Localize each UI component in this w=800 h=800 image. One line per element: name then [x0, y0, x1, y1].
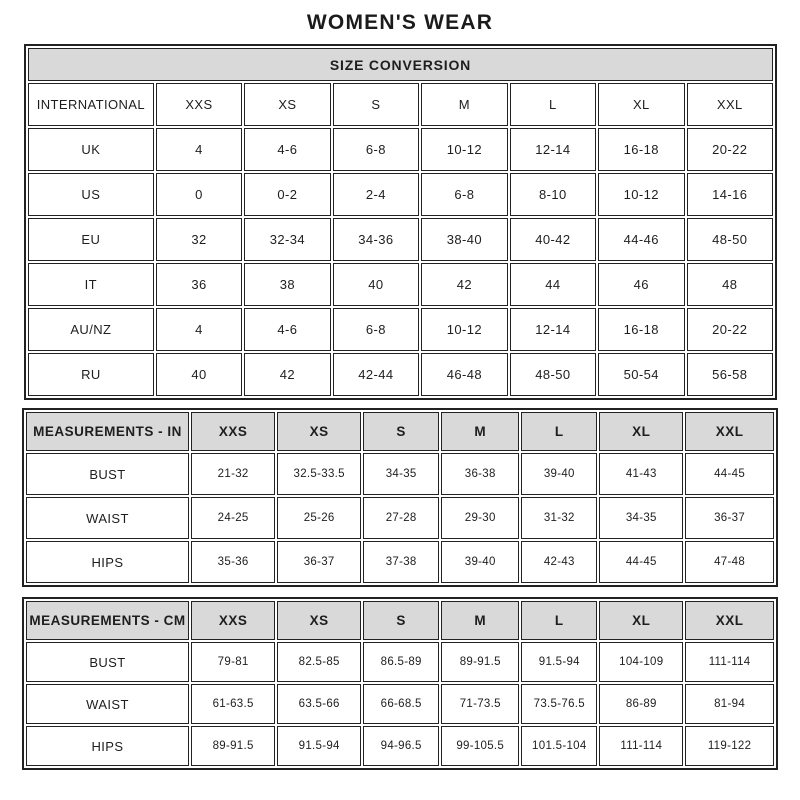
value-cell: 29-30 [441, 497, 519, 539]
value-cell: 42-44 [333, 353, 419, 396]
size-header-cell: XXL [685, 601, 774, 640]
measurements-in-table [22, 408, 778, 587]
value-cell: 79-81 [191, 642, 275, 682]
value-cell: 20-22 [687, 308, 773, 351]
value-cell: 101.5-104 [521, 726, 597, 766]
table-row [26, 497, 774, 539]
measurements-cm-table [22, 597, 778, 770]
value-cell: 71-73.5 [441, 684, 519, 724]
value-cell: 27-28 [363, 497, 439, 539]
size-header-cell: L [521, 601, 597, 640]
value-cell: 99-105.5 [441, 726, 519, 766]
value-cell: 39-40 [521, 453, 597, 495]
value-cell: 91.5-94 [277, 726, 361, 766]
row-label: AU/NZ [28, 308, 154, 351]
value-cell: 4 [156, 308, 242, 351]
column-header-row [28, 83, 773, 126]
value-cell: 6-8 [421, 173, 507, 216]
value-cell: 34-35 [363, 453, 439, 495]
value-cell: 82.5-85 [277, 642, 361, 682]
value-cell: 31-32 [521, 497, 597, 539]
row-label: WAIST [26, 497, 189, 539]
value-cell: 12-14 [510, 128, 596, 171]
size-header-cell: S [363, 601, 439, 640]
value-cell: 42 [244, 353, 330, 396]
value-cell: 14-16 [687, 173, 773, 216]
table-row [28, 218, 773, 261]
value-cell: 24-25 [191, 497, 275, 539]
table-title-row [28, 48, 773, 81]
col-header-cell: L [510, 83, 596, 126]
value-cell: 34-36 [333, 218, 419, 261]
table-row [26, 453, 774, 495]
value-cell: 21-32 [191, 453, 275, 495]
size-header-cell: XXS [191, 601, 275, 640]
table-row [28, 308, 773, 351]
value-cell: 111-114 [599, 726, 683, 766]
size-header-cell: XS [277, 412, 361, 451]
table-row [26, 684, 774, 724]
table-row [26, 726, 774, 766]
value-cell: 10-12 [421, 308, 507, 351]
value-cell: 6-8 [333, 128, 419, 171]
size-header-cell: XXS [191, 412, 275, 451]
size-header-cell: XL [599, 412, 683, 451]
size-header-cell: M [441, 601, 519, 640]
value-cell: 4 [156, 128, 242, 171]
header-row [26, 412, 774, 451]
value-cell: 6-8 [333, 308, 419, 351]
value-cell: 20-22 [687, 128, 773, 171]
table-title-cell: MEASUREMENTS - IN [26, 412, 189, 451]
value-cell: 36 [156, 263, 242, 306]
value-cell: 32.5-33.5 [277, 453, 361, 495]
value-cell: 8-10 [510, 173, 596, 216]
table-title-cell: SIZE CONVERSION [28, 48, 773, 81]
value-cell: 44-46 [598, 218, 684, 261]
header-row [26, 601, 774, 640]
value-cell: 16-18 [598, 128, 684, 171]
row-label: BUST [26, 642, 189, 682]
value-cell: 36-37 [277, 541, 361, 583]
value-cell: 48-50 [687, 218, 773, 261]
value-cell: 73.5-76.5 [521, 684, 597, 724]
value-cell: 66-68.5 [363, 684, 439, 724]
value-cell: 44-45 [685, 453, 774, 495]
value-cell: 89-91.5 [191, 726, 275, 766]
value-cell: 2-4 [333, 173, 419, 216]
value-cell: 47-48 [685, 541, 774, 583]
row-label: EU [28, 218, 154, 261]
value-cell: 4-6 [244, 128, 330, 171]
row-label: RU [28, 353, 154, 396]
value-cell: 41-43 [599, 453, 683, 495]
value-cell: 32 [156, 218, 242, 261]
value-cell: 46 [598, 263, 684, 306]
value-cell: 40-42 [510, 218, 596, 261]
value-cell: 10-12 [598, 173, 684, 216]
value-cell: 86.5-89 [363, 642, 439, 682]
value-cell: 40 [156, 353, 242, 396]
table-title-cell: MEASUREMENTS - CM [26, 601, 189, 640]
value-cell: 48-50 [510, 353, 596, 396]
row-label: UK [28, 128, 154, 171]
value-cell: 16-18 [598, 308, 684, 351]
value-cell: 104-109 [599, 642, 683, 682]
value-cell: 10-12 [421, 128, 507, 171]
value-cell: 44 [510, 263, 596, 306]
size-header-cell: XXL [685, 412, 774, 451]
row-label: WAIST [26, 684, 189, 724]
value-cell: 0 [156, 173, 242, 216]
col-header-cell: S [333, 83, 419, 126]
value-cell: 94-96.5 [363, 726, 439, 766]
value-cell: 35-36 [191, 541, 275, 583]
value-cell: 37-38 [363, 541, 439, 583]
value-cell: 32-34 [244, 218, 330, 261]
value-cell: 56-58 [687, 353, 773, 396]
value-cell: 44-45 [599, 541, 683, 583]
size-header-cell: M [441, 412, 519, 451]
size-header-cell: XS [277, 601, 361, 640]
value-cell: 39-40 [441, 541, 519, 583]
col-header-cell: XL [598, 83, 684, 126]
value-cell: 38-40 [421, 218, 507, 261]
page-title: WOMEN'S WEAR [306, 11, 494, 34]
size-header-cell: S [363, 412, 439, 451]
row-label: HIPS [26, 541, 189, 583]
value-cell: 91.5-94 [521, 642, 597, 682]
table-row [26, 541, 774, 583]
col-header-cell: XXS [156, 83, 242, 126]
measurements-cm-body [26, 601, 774, 766]
table-row [28, 173, 773, 216]
value-cell: 36-38 [441, 453, 519, 495]
col-header-cell: INTERNATIONAL [28, 83, 154, 126]
value-cell: 48 [687, 263, 773, 306]
value-cell: 40 [333, 263, 419, 306]
col-header-cell: M [421, 83, 507, 126]
col-header-cell: XXL [687, 83, 773, 126]
value-cell: 119-122 [685, 726, 774, 766]
table-row [26, 642, 774, 682]
value-cell: 61-63.5 [191, 684, 275, 724]
row-label: US [28, 173, 154, 216]
value-cell: 12-14 [510, 308, 596, 351]
value-cell: 86-89 [599, 684, 683, 724]
value-cell: 89-91.5 [441, 642, 519, 682]
row-label: BUST [26, 453, 189, 495]
table-row [28, 353, 773, 396]
value-cell: 63.5-66 [277, 684, 361, 724]
value-cell: 38 [244, 263, 330, 306]
value-cell: 46-48 [421, 353, 507, 396]
size-conversion-table [24, 44, 777, 400]
size-header-cell: XL [599, 601, 683, 640]
value-cell: 34-35 [599, 497, 683, 539]
row-label: IT [28, 263, 154, 306]
size-header-cell: L [521, 412, 597, 451]
table-row [28, 128, 773, 171]
value-cell: 25-26 [277, 497, 361, 539]
row-label: HIPS [26, 726, 189, 766]
value-cell: 111-114 [685, 642, 774, 682]
measurements-in-body [26, 412, 774, 583]
size-conversion-body [28, 48, 773, 396]
value-cell: 81-94 [685, 684, 774, 724]
value-cell: 42-43 [521, 541, 597, 583]
value-cell: 50-54 [598, 353, 684, 396]
value-cell: 42 [421, 263, 507, 306]
col-header-cell: XS [244, 83, 330, 126]
value-cell: 0-2 [244, 173, 330, 216]
value-cell: 36-37 [685, 497, 774, 539]
value-cell: 4-6 [244, 308, 330, 351]
table-row [28, 263, 773, 306]
